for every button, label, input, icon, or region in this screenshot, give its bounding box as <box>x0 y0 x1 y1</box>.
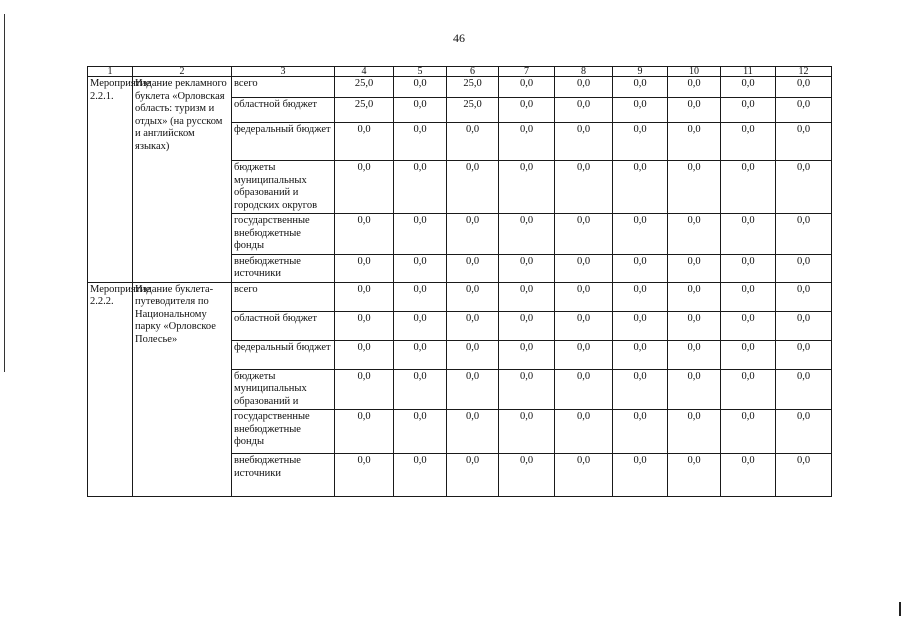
amount-cell: 0,0 <box>721 123 776 161</box>
amount-cell: 0,0 <box>499 282 555 311</box>
amount-cell: 0,0 <box>335 410 394 454</box>
amount-cell: 0,0 <box>499 123 555 161</box>
amount-cell: 0,0 <box>335 254 394 282</box>
amount-cell: 0,0 <box>776 410 832 454</box>
amount-cell: 0,0 <box>335 282 394 311</box>
column-number: 8 <box>555 67 613 77</box>
amount-cell: 0,0 <box>555 254 613 282</box>
amount-cell: 0,0 <box>335 214 394 255</box>
amount-cell: 0,0 <box>447 340 499 369</box>
amount-cell: 0,0 <box>721 410 776 454</box>
column-number: 9 <box>613 67 668 77</box>
amount-cell: 0,0 <box>555 282 613 311</box>
amount-cell: 0,0 <box>394 410 447 454</box>
amount-cell: 0,0 <box>499 410 555 454</box>
amount-cell: 0,0 <box>668 410 721 454</box>
amount-cell: 0,0 <box>776 98 832 123</box>
amount-cell: 0,0 <box>447 282 499 311</box>
budget-table <box>87 66 832 497</box>
amount-cell: 0,0 <box>668 77 721 98</box>
funding-source: всего <box>232 282 335 311</box>
amount-cell: 0,0 <box>776 311 832 340</box>
amount-cell: 0,0 <box>776 214 832 255</box>
column-number: 12 <box>776 67 832 77</box>
amount-cell: 0,0 <box>668 123 721 161</box>
amount-cell: 0,0 <box>555 161 613 214</box>
amount-cell: 0,0 <box>613 161 668 214</box>
amount-cell: 0,0 <box>613 369 668 410</box>
column-number: 4 <box>335 67 394 77</box>
table-row <box>88 77 832 98</box>
amount-cell: 0,0 <box>613 123 668 161</box>
amount-cell: 0,0 <box>335 123 394 161</box>
amount-cell: 0,0 <box>613 77 668 98</box>
amount-cell: 0,0 <box>555 311 613 340</box>
amount-cell: 0,0 <box>668 454 721 497</box>
amount-cell: 0,0 <box>613 340 668 369</box>
amount-cell: 0,0 <box>668 98 721 123</box>
amount-cell: 0,0 <box>555 454 613 497</box>
funding-source: федеральный бюджет <box>232 123 335 161</box>
amount-cell: 25,0 <box>447 98 499 123</box>
amount-cell: 0,0 <box>613 454 668 497</box>
amount-cell: 0,0 <box>668 340 721 369</box>
amount-cell: 0,0 <box>721 98 776 123</box>
page-margin-line <box>4 14 5 372</box>
amount-cell: 0,0 <box>613 214 668 255</box>
amount-cell: 0,0 <box>335 369 394 410</box>
column-number: 6 <box>447 67 499 77</box>
funding-source: внебюджетные источники <box>232 454 335 497</box>
amount-cell: 0,0 <box>776 340 832 369</box>
amount-cell: 0,0 <box>668 214 721 255</box>
amount-cell: 0,0 <box>499 214 555 255</box>
amount-cell: 0,0 <box>447 254 499 282</box>
amount-cell: 0,0 <box>499 77 555 98</box>
amount-cell: 0,0 <box>447 454 499 497</box>
measure-id: Мероприятие 2.2.1. <box>88 77 133 283</box>
amount-cell: 0,0 <box>499 98 555 123</box>
amount-cell: 0,0 <box>555 369 613 410</box>
measure-title: Издание рекламного буклета «Орловская область: туризм и отдых» (на русском и английском языках) <box>133 77 232 283</box>
amount-cell: 0,0 <box>668 311 721 340</box>
amount-cell: 0,0 <box>335 340 394 369</box>
measure-id: Мероприятие 2.2.2. <box>88 282 133 497</box>
amount-cell: 0,0 <box>555 410 613 454</box>
amount-cell: 0,0 <box>613 254 668 282</box>
amount-cell: 0,0 <box>668 369 721 410</box>
table-row <box>88 282 832 311</box>
amount-cell: 0,0 <box>721 254 776 282</box>
amount-cell: 0,0 <box>394 340 447 369</box>
amount-cell: 0,0 <box>335 161 394 214</box>
amount-cell: 0,0 <box>394 77 447 98</box>
amount-cell: 0,0 <box>335 454 394 497</box>
amount-cell: 0,0 <box>613 98 668 123</box>
amount-cell: 0,0 <box>394 282 447 311</box>
amount-cell: 0,0 <box>721 340 776 369</box>
amount-cell: 0,0 <box>394 98 447 123</box>
amount-cell: 0,0 <box>394 161 447 214</box>
amount-cell: 0,0 <box>555 123 613 161</box>
amount-cell: 0,0 <box>499 161 555 214</box>
amount-cell: 25,0 <box>447 77 499 98</box>
column-number-row <box>88 67 832 77</box>
amount-cell: 0,0 <box>555 340 613 369</box>
amount-cell: 0,0 <box>499 311 555 340</box>
funding-source: внебюджетные источники <box>232 254 335 282</box>
amount-cell: 0,0 <box>394 311 447 340</box>
amount-cell: 25,0 <box>335 98 394 123</box>
column-number: 3 <box>232 67 335 77</box>
scan-edge-mark <box>899 602 901 616</box>
amount-cell: 0,0 <box>613 311 668 340</box>
amount-cell: 0,0 <box>776 77 832 98</box>
amount-cell: 0,0 <box>394 369 447 410</box>
amount-cell: 0,0 <box>721 454 776 497</box>
amount-cell: 0,0 <box>447 161 499 214</box>
amount-cell: 0,0 <box>776 282 832 311</box>
amount-cell: 0,0 <box>447 123 499 161</box>
funding-source: государственные внебюджетные фонды <box>232 410 335 454</box>
column-number: 2 <box>133 67 232 77</box>
funding-source: федеральный бюджет <box>232 340 335 369</box>
amount-cell: 0,0 <box>776 369 832 410</box>
amount-cell: 0,0 <box>394 214 447 255</box>
amount-cell: 0,0 <box>447 410 499 454</box>
amount-cell: 0,0 <box>394 123 447 161</box>
amount-cell: 0,0 <box>555 98 613 123</box>
amount-cell: 0,0 <box>721 214 776 255</box>
amount-cell: 0,0 <box>721 311 776 340</box>
page-number: 46 <box>453 31 465 45</box>
amount-cell: 0,0 <box>447 369 499 410</box>
amount-cell: 25,0 <box>335 77 394 98</box>
funding-source: государственные внебюджетные фонды <box>232 214 335 255</box>
column-number: 11 <box>721 67 776 77</box>
amount-cell: 0,0 <box>555 214 613 255</box>
amount-cell: 0,0 <box>555 77 613 98</box>
column-number: 5 <box>394 67 447 77</box>
amount-cell: 0,0 <box>668 282 721 311</box>
amount-cell: 0,0 <box>447 311 499 340</box>
amount-cell: 0,0 <box>613 410 668 454</box>
amount-cell: 0,0 <box>447 214 499 255</box>
funding-source: бюджеты муниципальных образований и городских округов <box>232 161 335 214</box>
amount-cell: 0,0 <box>394 454 447 497</box>
amount-cell: 0,0 <box>499 369 555 410</box>
amount-cell: 0,0 <box>394 254 447 282</box>
amount-cell: 0,0 <box>499 454 555 497</box>
amount-cell: 0,0 <box>721 369 776 410</box>
amount-cell: 0,0 <box>499 254 555 282</box>
amount-cell: 0,0 <box>776 454 832 497</box>
funding-source: всего <box>232 77 335 98</box>
amount-cell: 0,0 <box>776 161 832 214</box>
amount-cell: 0,0 <box>721 161 776 214</box>
amount-cell: 0,0 <box>335 311 394 340</box>
amount-cell: 0,0 <box>613 282 668 311</box>
amount-cell: 0,0 <box>668 161 721 214</box>
amount-cell: 0,0 <box>721 282 776 311</box>
amount-cell: 0,0 <box>668 254 721 282</box>
column-number: 7 <box>499 67 555 77</box>
funding-source: областной бюджет <box>232 311 335 340</box>
amount-cell: 0,0 <box>776 123 832 161</box>
measure-title: Издание буклета-путеводителя по Национальному парку «Орловское Полесье» <box>133 282 232 497</box>
table-body <box>88 67 832 497</box>
column-number: 10 <box>668 67 721 77</box>
amount-cell: 0,0 <box>721 77 776 98</box>
funding-source: областной бюджет <box>232 98 335 123</box>
funding-source: бюджеты муниципальных образований и <box>232 369 335 410</box>
column-number: 1 <box>88 67 133 77</box>
amount-cell: 0,0 <box>499 340 555 369</box>
amount-cell: 0,0 <box>776 254 832 282</box>
